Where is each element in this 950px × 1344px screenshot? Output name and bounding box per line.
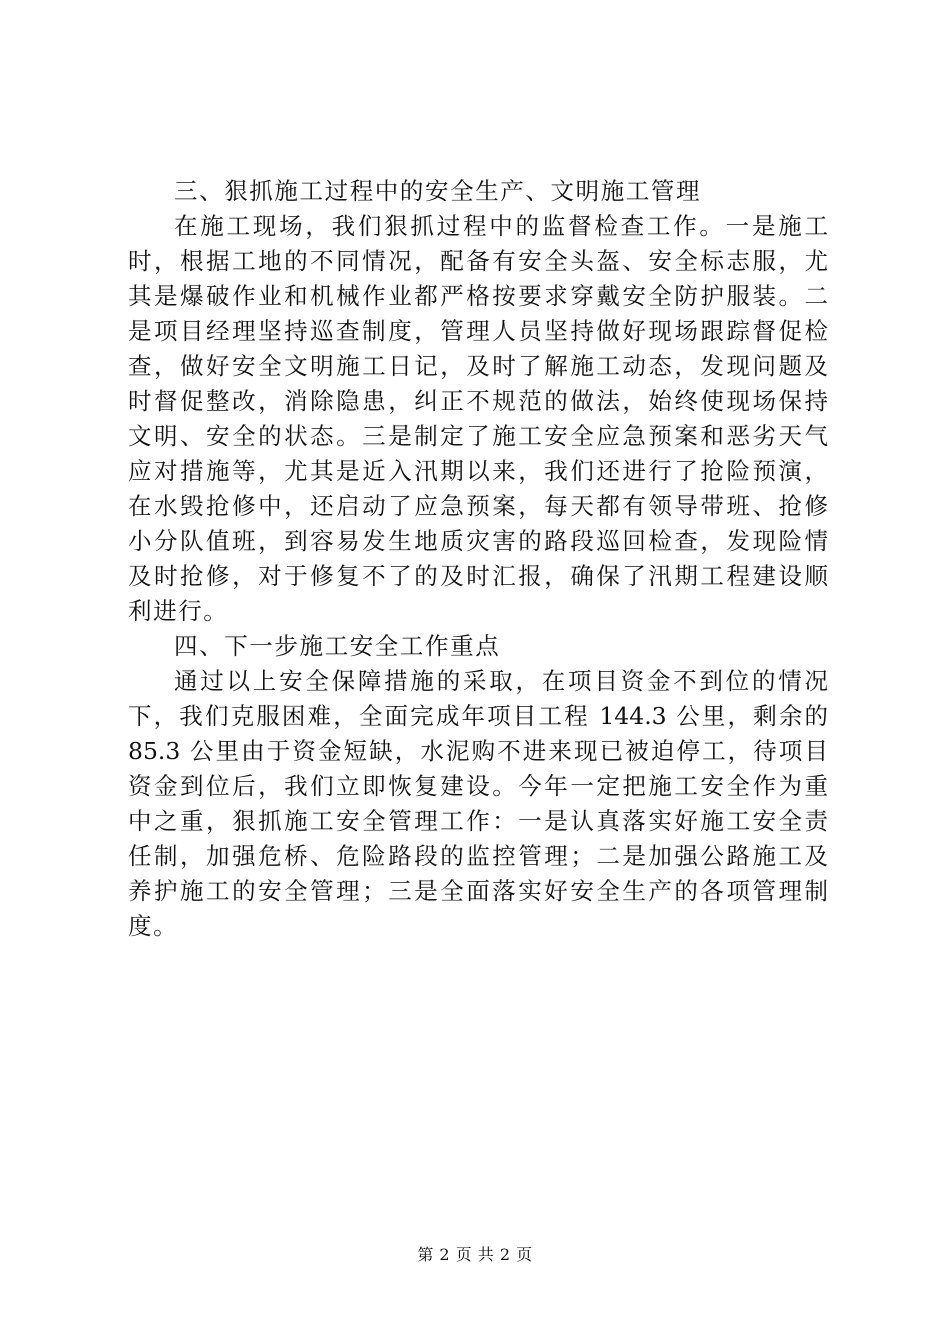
- text-line: 是项目经理坚持巡查制度，管理人员坚持做好现场跟踪督促检: [128, 317, 828, 345]
- text-line: 及时抢修，对于修复不了的及时汇报，确保了汛期工程建设顺: [128, 562, 828, 590]
- text-line: 其是爆破作业和机械作业都严格按要求穿戴安全防护服装。二: [128, 282, 828, 310]
- text-line: 度。: [128, 912, 179, 940]
- text-line: 通过以上安全保障措施的采取，在项目资金不到位的情况: [174, 667, 828, 695]
- text-line: 任制，加强危桥、危险路段的监控管理；二是加强公路施工及: [128, 842, 828, 870]
- text-line: 利进行。: [128, 597, 229, 625]
- text-line: 小分队值班，到容易发生地质灾害的路段巡回检查，发现险情: [128, 527, 828, 555]
- text-line: 应对措施等，尤其是近入汛期以来，我们还进行了抢险预演，: [128, 457, 828, 485]
- text-line: 时，根据工地的不同情况，配备有安全头盔、安全标志服，尤: [128, 247, 828, 275]
- text-line: 时督促整改，消除隐患，纠正不规范的做法，始终使现场保持: [128, 387, 828, 415]
- text-line: 下，我们克服困难，全面完成年项目工程 144.3 公里，剩余的: [128, 702, 828, 730]
- text-line: 85.3 公里由于资金短缺，水泥购不进来现已被迫停工，待项目: [128, 737, 828, 765]
- page-footer: 第 2 页 共 2 页: [417, 1245, 533, 1264]
- text-line: 在施工现场，我们狠抓过程中的监督检查工作。一是施工: [174, 212, 828, 240]
- text-line: 养护施工的安全管理；三是全面落实好安全生产的各项管理制: [128, 877, 828, 905]
- text-line: 资金到位后，我们立即恢复建设。今年一定把施工安全作为重: [128, 772, 828, 800]
- text-line: 三、狠抓施工过程中的安全生产、文明施工管理: [174, 177, 702, 205]
- text-line: 查，做好安全文明施工日记，及时了解施工动态，发现问题及: [128, 352, 828, 380]
- text-line: 四、下一步施工安全工作重点: [174, 632, 501, 660]
- text-line: 文明、安全的状态。三是制定了施工安全应急预案和恶劣天气: [128, 422, 828, 450]
- text-line: 在水毁抢修中，还启动了应急预案，每天都有领导带班、抢修: [128, 492, 828, 520]
- text-line: 中之重，狠抓施工安全管理工作：一是认真落实好施工安全责: [128, 807, 828, 835]
- document-body: [128, 174, 828, 944]
